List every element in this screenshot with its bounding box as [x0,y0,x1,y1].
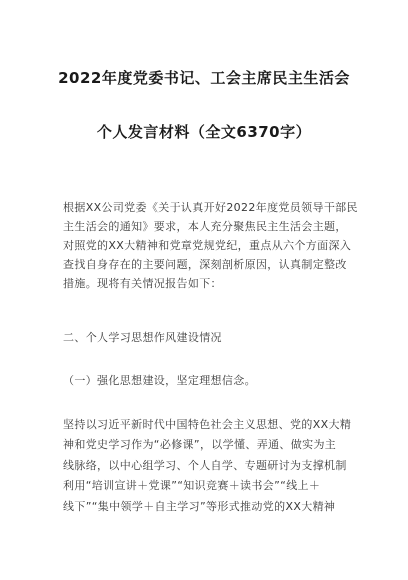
body-line-4: 利用“培训宣讲＋党课”“知识竞赛＋读书会”“线上＋ [63,479,321,492]
body-line-3: 线脉络，以中心组学习、个人自学、专题研讨为支撑机制 [63,459,347,472]
body-line-1: 坚持以习近平新时代中国特色社会主义思想、党的XX大精 [63,418,352,431]
document-title-line-2: 个人发言材料（全文6370字） [96,123,312,141]
body-line-2: 神和党史学习作为“必修课”，以学懂、弄通、做实为主 [63,438,337,451]
subsection-heading: （一）强化思想建设，坚定理想信念。 [63,374,256,387]
intro-line-2: 主生活会的通知》要求，本人充分聚焦民主生活会主题， [63,220,347,233]
document-title-line-1: 2022年度党委书记、工会主席民主生活会 [58,69,350,87]
intro-line-3: 对照党的XX大精神和党章党规党纪，重点从六个方面深入 [63,239,352,252]
intro-line-4: 查找自身存在的主要问题，深刻剖析原因，认真制定整改 [63,258,347,271]
body-line-5: 线下”“集中领学＋自主学习”等形式推动党的XX大精神 [63,500,336,513]
intro-line-5: 措施。现将有关情况报告如下： [63,277,222,290]
section-heading: 二、个人学习思想作风建设情况 [63,331,222,344]
intro-line-1: 根据XX公司党委《关于认真开好2022年度党员领导干部民 [63,201,358,214]
